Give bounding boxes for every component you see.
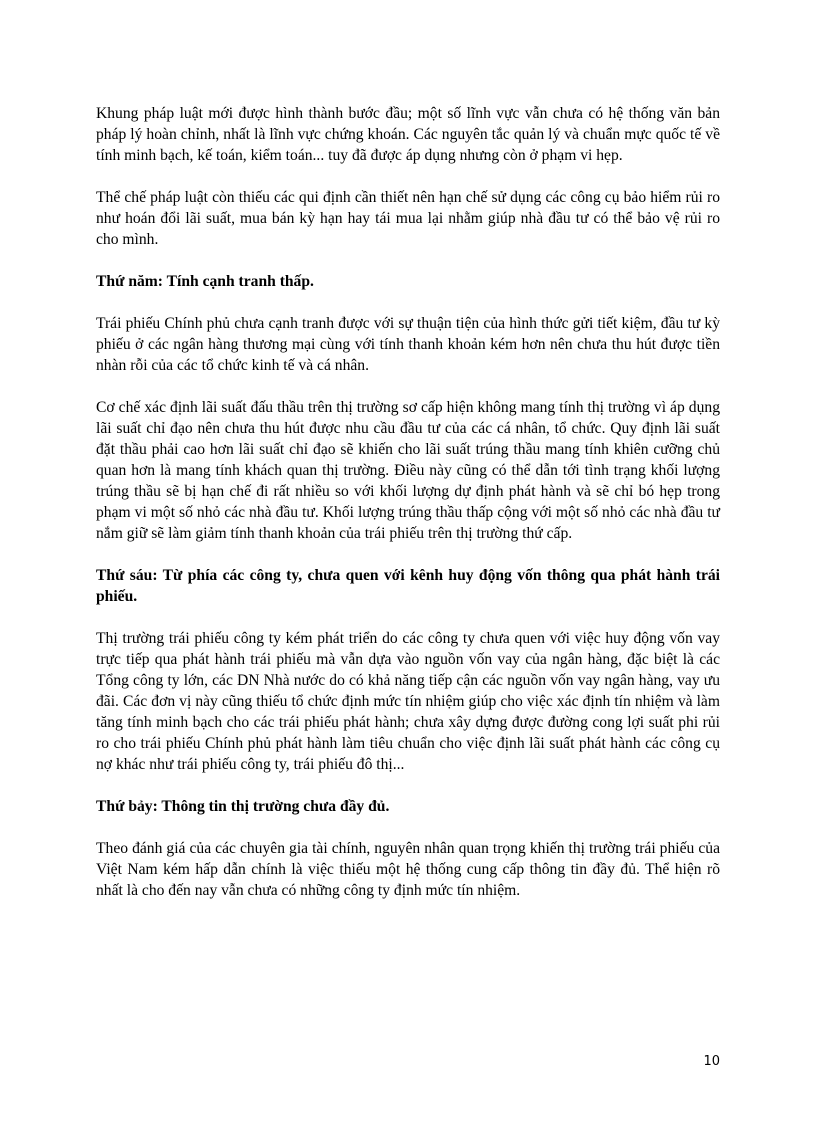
document-page [96, 103, 720, 922]
paragraph-legal-framework: Khung pháp luật mới được hình thành bước đầu; một số lĩnh vực vẫn chưa có hệ thống văn bản pháp lý hoàn chỉnh, nhất là lĩnh vực chứng khoán. Các nguyên tắc quản lý và chuẩn mực quốc tế về tính minh bạch, kế toán, kiểm toán... tuy đã được áp dụng nhưng còn ở phạm vi hẹp. [96, 105, 720, 164]
paragraph-interest-rate-mechanism: Cơ chế xác định lãi suất đấu thầu trên thị trường sơ cấp hiện không mang tính thị trường vì áp dụng lãi suất chỉ đạo nên chưa thu hút được nhu cầu đầu tư của các cá nhân, tổ chức. Quy định lãi suất đặt thầu phải cao hơn lãi suất chỉ đạo sẽ khiến cho lãi suất trúng thầu mang tính khiên cưỡng chủ quan hơn là mang tính khách quan thị trường. Điều này cũng có thể dẫn tới tình trạng khối lượng trúng thầu sẽ bị hạn chế đi rất nhiều so với khối lượng dự định phát hành và sẽ chỉ bó hẹp trong phạm vi một số nhỏ các nhà đầu tư. Khối lượng trúng thầu thấp cộng với một số nhỏ các nhà đầu tư nắm giữ sẽ làm giảm tính thanh khoản của trái phiếu trên thị trường thứ cấp. [96, 399, 720, 542]
paragraph-market-information: Theo đánh giá của các chuyên gia tài chính, nguyên nhân quan trọng khiến thị trường trái phiếu của Việt Nam kém hấp dẫn chính là việc thiếu một hệ thống cung cấp thông tin đầy đủ. Thể hiện rõ nhất là cho đến nay vẫn chưa có những công ty định mức tín nhiệm. [96, 840, 720, 899]
paragraph-corporate-bond-market: Thị trường trái phiếu công ty kém phát triển do các công ty chưa quen với việc huy động vốn vay trực tiếp qua phát hành trái phiếu mà vẫn dựa vào nguồn vốn vay của ngân hàng, đặc biệt là các Tổng công ty lớn, các DN Nhà nước do có khả năng tiếp cận các nguồn vốn vay ngân hàng, vay ưu đãi. Các đơn vị này cũng thiếu tổ chức định mức tín nhiệm giúp cho việc xác định tín nhiệm và làm tăng tính minh bạch cho các trái phiếu phát hành; chưa xây dựng được đường cong lợi suất phi rủi ro cho trái phiếu Chính phủ phát hành làm tiêu chuẩn cho việc định lãi suất phát hành các công cụ nợ khác như trái phiếu công ty, trái phiếu đô thị... [96, 630, 720, 773]
heading-seventh: Thứ bảy: Thông tin thị trường chưa đầy đủ. [96, 798, 390, 815]
heading-sixth: Thứ sáu: Từ phía các công ty, chưa quen với kênh huy động vốn thông qua phát hành trái phiếu. [96, 567, 720, 605]
heading-fifth: Thứ năm: Tính cạnh tranh thấp. [96, 273, 314, 290]
paragraph-government-bonds: Trái phiếu Chính phủ chưa cạnh tranh được với sự thuận tiện của hình thức gửi tiết kiệm, đầu tư kỳ phiếu ở các ngân hàng thương mại cùng với tính thanh khoản kém hơn nên chưa thu hút được tiền nhàn rỗi của các tổ chức kinh tế và cá nhân. [96, 315, 720, 374]
page-number: 10 [703, 1054, 720, 1069]
paragraph-legal-institutions: Thể chế pháp luật còn thiếu các qui định cần thiết nên hạn chế sử dụng các công cụ bảo hiểm rủi ro như hoán đổi lãi suất, mua bán kỳ hạn hay tái mua lại nhằm giúp nhà đầu tư có thể bảo vệ rủi ro cho mình. [96, 189, 720, 248]
